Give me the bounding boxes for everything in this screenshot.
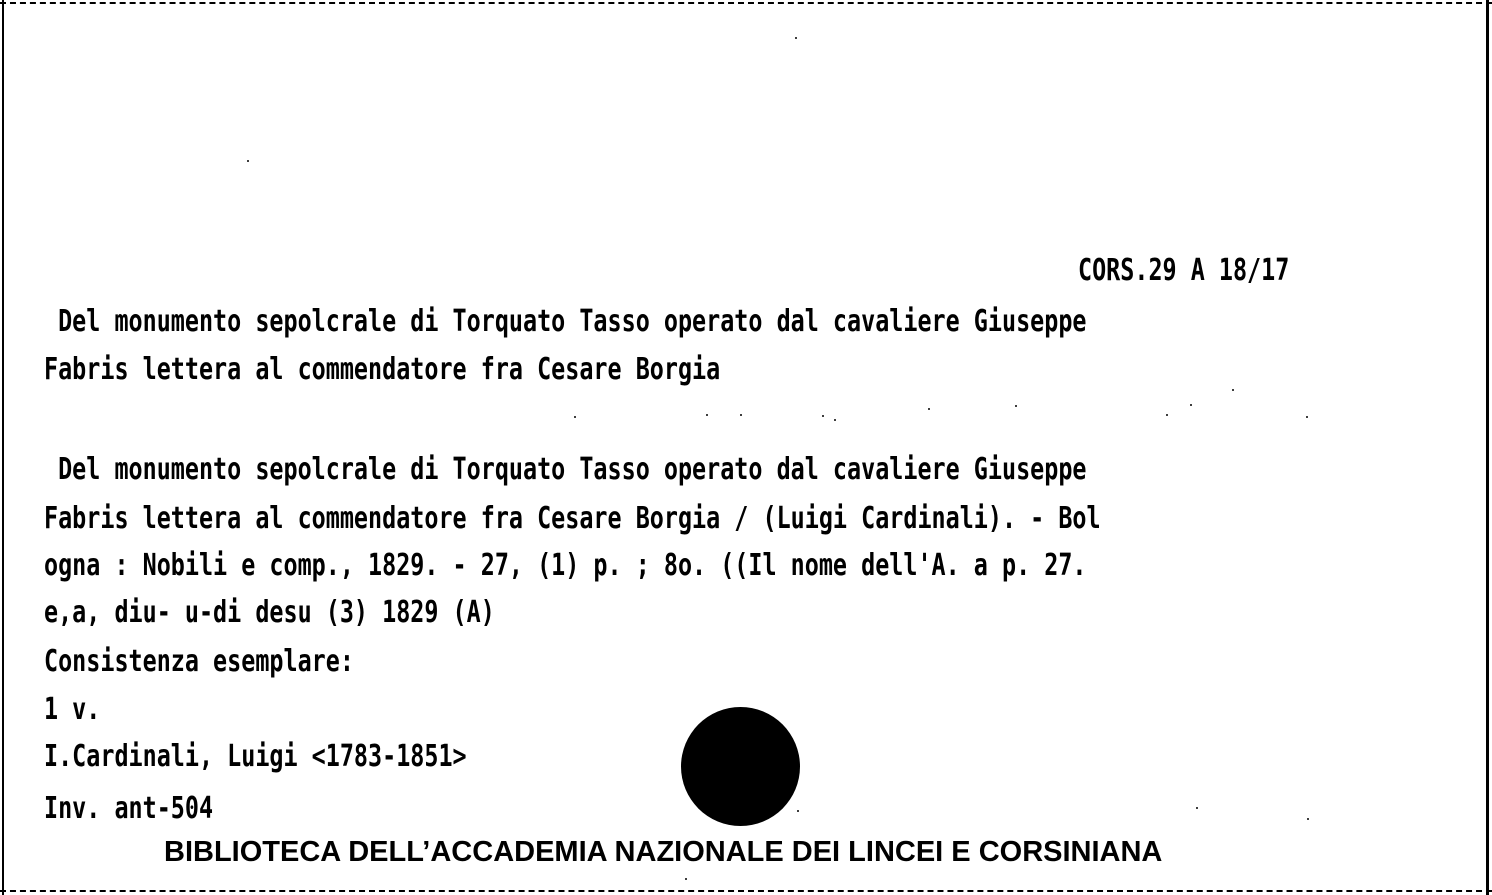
card-top-edge — [0, 2, 1492, 4]
description-line-4: e,a, diu- u-di desu (3) 1829 (A) — [44, 595, 495, 630]
call-number: CORS.29 A 18/17 — [1078, 253, 1290, 288]
scan-speck — [834, 419, 836, 421]
scan-speck — [1015, 405, 1017, 407]
punched-hole — [681, 707, 800, 826]
scan-speck — [1190, 404, 1192, 406]
heading-line-2: Fabris lettera al commendatore fra Cesare Borgia — [44, 352, 721, 387]
holdings-label: Consistenza esemplare: — [44, 644, 354, 679]
description-line-3: ogna : Nobili e comp., 1829. - 27, (1) p. ; 8o. ((Il nome dell'A. a p. 27. — [44, 548, 1087, 583]
scan-speck — [822, 415, 824, 417]
description-line-2: Fabris lettera al commendatore fra Cesare Borgia / (Luigi Cardinali). - Bol — [44, 501, 1101, 536]
scan-speck — [740, 414, 742, 416]
card-right-edge — [1486, 0, 1489, 895]
scan-speck — [795, 37, 797, 39]
heading-line-1: Del monumento sepolcrale di Torquato Tasso operato dal cavaliere Giuseppe — [44, 304, 1087, 339]
scan-speck — [928, 408, 930, 410]
scan-speck — [685, 878, 687, 880]
scan-speck — [1232, 389, 1234, 391]
scan-speck — [1166, 414, 1168, 416]
description-line-1: Del monumento sepolcrale di Torquato Tasso operato dal cavaliere Giuseppe — [44, 452, 1087, 487]
inventory-number: Inv. ant-504 — [44, 791, 214, 826]
scan-speck — [247, 160, 249, 162]
scan-speck — [1307, 818, 1309, 820]
card-bottom-edge — [0, 890, 1492, 892]
scan-speck — [574, 416, 576, 418]
holdings-value: 1 v. — [44, 692, 101, 727]
scan-speck — [797, 810, 799, 812]
author-entry: I.Cardinali, Luigi <1783-1851> — [44, 739, 467, 774]
card-left-edge — [2, 0, 4, 895]
scan-speck — [1196, 807, 1198, 809]
scan-speck — [1306, 416, 1308, 418]
library-name: BIBLIOTECA DELL’ACCADEMIA NAZIONALE DEI LINCEI E CORSINIANA — [164, 836, 1163, 868]
scan-speck — [706, 414, 708, 416]
